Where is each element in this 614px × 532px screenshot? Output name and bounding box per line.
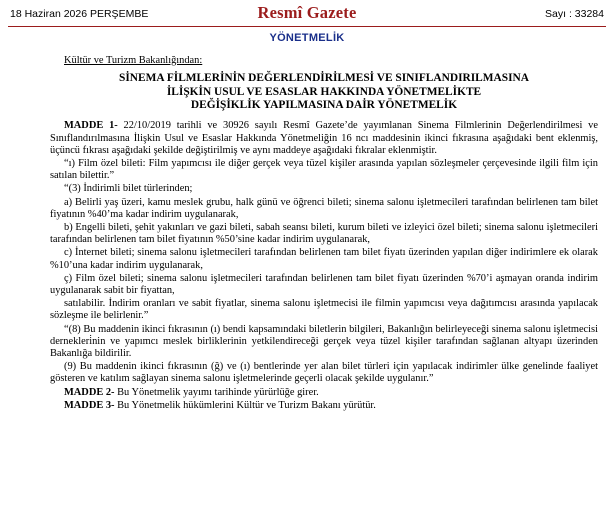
article-2-label: MADDE 2-: [64, 386, 115, 398]
header-divider: [8, 26, 606, 27]
title-line: DEĞİŞİKLİK YAPILMASINA DAİR YÖNETMELİK: [190, 99, 458, 112]
article-1-label: MADDE 1-: [64, 120, 118, 132]
regulation-title: [50, 72, 598, 112]
article-1-text: 22/10/2019 tarihli ve 30926 sayılı Resmî Gazete’de yayımlanan Sinema Filmlerinin Değerlendirilmesi ve Sınıflandırılmasına İlişkin Usul ve Esaslar Hakkında Yönetmeliğin 16 ncı maddesinin ikinci fıkrasına aşağıdaki bent eklenmiş, üçüncü fıkrası aşağıdaki şekilde değiştirilmiş ve aynı maddeye aşağıdaki fıkralar eklenmiştir.: [50, 120, 598, 156]
article-2: [50, 387, 598, 399]
issuing-ministry: Kültür ve Turizm Bakanlığından:: [64, 55, 203, 66]
article-3-text: Bu Yönetmelik hükümlerini Kültür ve Turizm Bakanı yürütür.: [114, 399, 376, 411]
clause-film-special-ticket: “ı) Film özel bileti: Film yapımcısı ile diğer gerçek veya tüzel kişiler arasında yapılan sözleşmeler çerçevesinde ilgili film için satılan bilettir.”: [50, 158, 598, 182]
article-3-label: MADDE 3-: [64, 399, 115, 411]
gazette-title: Resmî Gazete: [257, 3, 357, 22]
article-3: [50, 400, 598, 412]
gazette-header: [0, 0, 614, 28]
paragraph-9: (9) Bu maddenin ikinci fıkrasının (ğ) ve (ı) bentlerinde yer alan bilet türleri için yapılacak indirimler ülke genelinde faaliyet gösteren ve katılım sağlayan sinema salonu işletmelerinde geçerli olacak şekilde uygulanır.”: [50, 361, 598, 385]
clause-a: a) Belirli yaş üzeri, kamu meslek grubu, halk günü ve öğrenci bileti; sinema salonu işletmecileri tarafından belirlenen tam bilet fiyatının %40’ma kadar indirim uygulanarak,: [50, 196, 598, 220]
paragraph-3-end: satılabilir. İndirim oranları ve sabit fiyatlar, sinema salonu işletmecisi ile filmin yapımcısı veya dağıtımcısı arasında yapılacak sözleşme ile belirlenir.”: [50, 298, 598, 322]
paragraph-3-intro: “(3) İndirimli bilet türlerinden;: [64, 183, 193, 195]
regulation-body: [50, 55, 598, 413]
paragraph-8: “(8) Bu maddenin ikinci fıkrasının (ı) bendi kapsamındaki biletlerin bilgileri, Bakanlığın belirleyeceği sinema salonu işletmecisi dernekleri̇nin ve yapımcı meslek birliklerinin yetkilendireceği gerçek veya tüzel kişiler tarafından sağlanan altyapı üzerinden Bakanlığa bildirilir.: [50, 323, 598, 360]
clause-c: c) İnternet bileti; sinema salonu işletmecileri tarafından belirlenen tam bilet fiyatı üzerinden yapılan diğer indirimlere ek olarak %10’una kadar indirim uygulanarak,: [50, 247, 598, 271]
clause-cc: ç) Film özel bileti; sinema salonu işletmecileri tarafından belirlenen tam bilet fiyatı üzerinden %70’i aşmayan oranda indirim uygulanarak sabit bir fiyattan,: [50, 272, 598, 297]
clause-b: b) Engelli bileti, şehit yakınları ve gazi bileti, sabah seansı bileti, kurum bileti ve izleyici özel bileti; sinema salonu işletmecileri tarafından belirlenen tam bilet fiyatının %50’sine kadar indirim uygulanarak,: [50, 222, 598, 246]
article-1: [50, 120, 598, 157]
issue-number: Sayı : 33284: [545, 8, 604, 20]
issue-date: 18 Haziran 2026 PERŞEMBE: [10, 8, 149, 20]
section-label: YÖNETMELİK: [269, 32, 345, 44]
article-2-text: Bu Yönetmelik yayımı tarihinde yürürlüğe girer.: [114, 386, 319, 398]
title-line: İLİŞKİN USUL VE ESASLAR HAKKINDA YÖNETMELİKTE: [166, 85, 482, 98]
title-line: SİNEMA FİLMLERİNİN DEĞERLENDİRİLMESİ VE SINIFLANDIRILMASINA: [119, 72, 529, 85]
